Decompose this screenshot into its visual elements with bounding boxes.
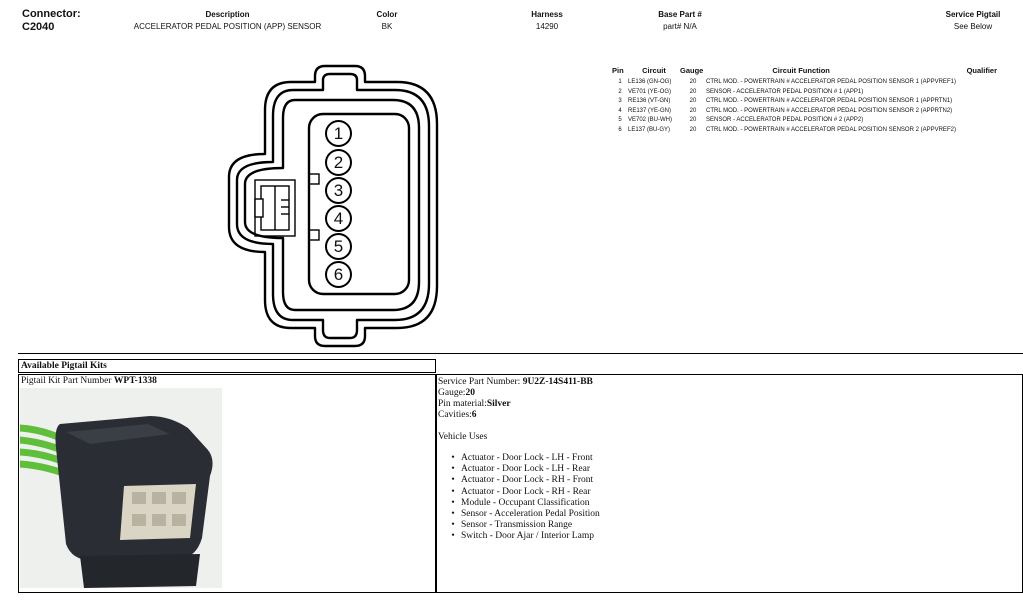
service-part-value: 9U2Z-14S411-BB [522, 377, 593, 387]
pin-material-label: Pin material: [438, 399, 487, 409]
table-row [612, 107, 997, 117]
pin-cell: 6 [618, 126, 622, 133]
gauge-cell: 20 [689, 98, 697, 105]
service-part-label: Service Part Number: [438, 377, 523, 387]
base-part-label: Base Part # [658, 10, 702, 19]
pigtail-value: See Below [953, 22, 993, 31]
circuit-cell: LE136 (GN-OG) [628, 79, 672, 85]
pin-3-icon: 3 [325, 177, 352, 204]
section-title-box [18, 359, 436, 373]
service-part-details [438, 377, 593, 443]
list-item: • Switch - Door Ajar / Interior Lamp [445, 531, 600, 542]
color-column [357, 10, 417, 31]
pin-cell: 5 [618, 117, 622, 124]
list-item: • Actuator - Door Lock - RH - Front [445, 475, 600, 486]
pin-4-icon: 4 [325, 205, 352, 232]
pigtail-photo [20, 388, 222, 588]
list-item: • Module - Occupant Classification [445, 498, 600, 509]
kit-number: WPT-1338 [113, 376, 157, 386]
table-row [612, 88, 997, 98]
function-cell: SENSOR - ACCELERATOR PEDAL POSITION # 2 (APP2) [706, 117, 864, 124]
pin-1-icon: 1 [325, 120, 352, 147]
list-item: • Sensor - Transmission Range [445, 520, 600, 531]
function-cell: CTRL MOD. - POWERTRAIN # ACCELERATOR PEDAL POSITION SENSOR 1 (APPRTN1) [706, 98, 953, 105]
pigtail-column [930, 10, 1016, 31]
pin-cell: 3 [618, 98, 622, 105]
pin-material-line [438, 399, 593, 410]
cavities-label: Cavities: [438, 410, 472, 420]
pin-col-header: Pin [612, 66, 624, 75]
harness-column [512, 10, 582, 31]
circuit-cell: RE137 (YE-GN) [628, 107, 672, 114]
list-item: • Sensor - Acceleration Pedal Position [445, 509, 600, 520]
function-cell: CTRL MOD. - POWERTRAIN # ACCELERATOR PEDAL POSITION SENSOR 2 (APPRTN2) [706, 107, 953, 114]
gauge-label: Gauge: [438, 388, 466, 398]
circuit-cell: RE136 (VT-GN) [628, 98, 671, 105]
cavities-line [438, 410, 593, 421]
function-cell: SENSOR - ACCELERATOR PEDAL POSITION # 1 (APP1) [706, 88, 864, 95]
table-row [612, 97, 997, 107]
gauge-value: 20 [465, 388, 475, 398]
harness-value: 14290 [535, 22, 559, 31]
circuit-cell: LE137 (BU-GY) [628, 126, 671, 133]
circuit-cell: VE701 (YE-OG) [628, 88, 672, 95]
list-item: • Actuator - Door Lock - LH - Rear [445, 464, 600, 475]
pin-material-value: Silver [486, 399, 511, 409]
color-label: Color [376, 10, 398, 19]
pin-6-icon: 6 [325, 261, 352, 288]
service-part-line [438, 377, 593, 388]
description-column [120, 10, 335, 31]
gauge-cell: 20 [689, 107, 697, 114]
circuit-cell: VE702 (BU-WH) [628, 117, 673, 124]
list-item: • Actuator - Door Lock - RH - Rear [445, 487, 600, 498]
function-cell: CTRL MOD. - POWERTRAIN # ACCELERATOR PEDAL POSITION SENSOR 1 (APPVREF1) [706, 79, 956, 85]
base-part-value: part# N/A [663, 22, 697, 31]
base-part-column [640, 10, 720, 31]
section-divider [18, 353, 1023, 354]
kit-label: Pigtail Kit Part Number [21, 376, 114, 386]
function-cell: CTRL MOD. - POWERTRAIN # ACCELERATOR PEDAL POSITION SENSOR 2 (APPVREF2) [706, 126, 956, 133]
color-value: BK [381, 22, 393, 31]
table-row [612, 126, 997, 136]
gauge-col-header: Gauge [680, 66, 704, 75]
qualifier-col-header: Qualifier [966, 66, 997, 75]
gauge-line [438, 388, 593, 399]
description-value: ACCELERATOR PEDAL POSITION (APP) SENSOR [133, 22, 322, 31]
vehicle-uses-label: Vehicle Uses [438, 432, 488, 442]
connector-label: Connector: [22, 8, 81, 20]
table-row [612, 78, 997, 88]
pigtail-label: Service Pigtail [945, 10, 1001, 19]
connector-id: C2040 [22, 21, 55, 33]
pin-table [612, 66, 997, 136]
vehicle-uses-list [445, 453, 600, 543]
pin-2-icon: 2 [325, 149, 352, 176]
cavities-value: 6 [471, 410, 477, 420]
harness-label: Harness [531, 10, 563, 19]
section-title: Available Pigtail Kits [21, 361, 107, 371]
table-row [612, 116, 997, 126]
gauge-cell: 20 [689, 88, 697, 95]
function-col-header: Circuit Function [772, 66, 830, 75]
description-label: Description [205, 10, 250, 19]
gauge-cell: 20 [689, 117, 697, 124]
pin-cell: 2 [618, 88, 622, 95]
pin-cell: 1 [618, 79, 622, 85]
pin-5-icon: 5 [325, 233, 352, 260]
gauge-cell: 20 [689, 126, 697, 133]
pin-cell: 4 [618, 107, 622, 114]
circuit-col-header: Circuit [642, 66, 666, 75]
gauge-cell: 20 [689, 79, 697, 85]
kit-number-line [19, 375, 435, 386]
pin-table-header [612, 66, 997, 78]
list-item: • Actuator - Door Lock - LH - Front [445, 453, 600, 464]
